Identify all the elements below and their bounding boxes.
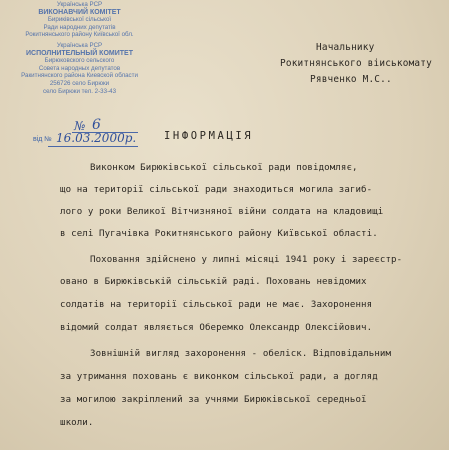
document-heading: ІНФОРМАЦІЯ	[164, 130, 254, 142]
stamp-line: Совета народных депутатов	[38, 64, 121, 72]
date-prefix-label: від №	[33, 136, 52, 143]
body-line: солдатів на території сільської ради не має. Захоронення	[60, 300, 373, 310]
stamp-line: село Бирюки тел. 2-33-43	[42, 87, 117, 95]
body-line: за утримання поховань є виконком сільської ради, а догляд	[60, 372, 378, 382]
body-line: за могилою закріплений за учнями Бирюківської середньої	[60, 395, 367, 405]
stamp-line: Ракитнянского района Киевской области	[21, 72, 138, 80]
date-underline	[48, 146, 138, 147]
stamp-line: ВИКОНАВЧИЙ КОМІТЕТ	[38, 8, 121, 16]
body-line: овано в Бирюківській сільській раді. Поховань невідомих	[60, 277, 367, 287]
addressee-office: Рокитнянського віиськомату	[280, 58, 432, 69]
addressee-title: Начальнику	[316, 42, 375, 53]
stamp-line: Бириківської сільської	[47, 16, 112, 24]
official-stamp	[12, 1, 147, 95]
body-line: Виконком Бирюківської сільської ради повідомляє,	[90, 163, 358, 173]
body-line: що на території сільської ради знаходиться могила загиб-	[60, 185, 373, 195]
stamp-line: 256726 село Бирюки	[49, 79, 110, 87]
addressee-name: Рявченко М.С..	[310, 74, 392, 85]
stamp-line: Ради народних депутатів	[43, 23, 116, 31]
addressee-block	[280, 40, 445, 88]
registration-date: 16.03.2000р.	[56, 131, 137, 145]
body-line: відомий солдат являється Оберемко Олександр Олексійович.	[60, 323, 373, 333]
body-line: Зовнішній вигляд захоронення - обеліск. Відповідальним	[90, 349, 392, 359]
stamp-line: Українська РСР	[56, 1, 103, 8]
stamp-line: ИСПОЛНИТЕЛЬНЫЙ КОМИТЕТ	[26, 49, 133, 57]
stamp-line: Рокитнянського району Київської обл.	[25, 31, 134, 39]
body-line: в селі Пугачівка Рокитнянського району Київської області.	[60, 229, 378, 239]
stamp-line: Бирюковского сельского	[44, 57, 115, 65]
body-line: Поховання здійснено у липні місяці 1941 року і зареєстр-	[90, 255, 403, 265]
stamp-number-label: №	[74, 119, 86, 133]
registration-number: 6	[92, 117, 101, 133]
stamp-line: Українська РСР	[56, 41, 103, 49]
body-line: лого у роки Великої Вітчизняної війни солдата на кладовищі	[60, 207, 384, 217]
body-line: школи.	[60, 418, 94, 428]
